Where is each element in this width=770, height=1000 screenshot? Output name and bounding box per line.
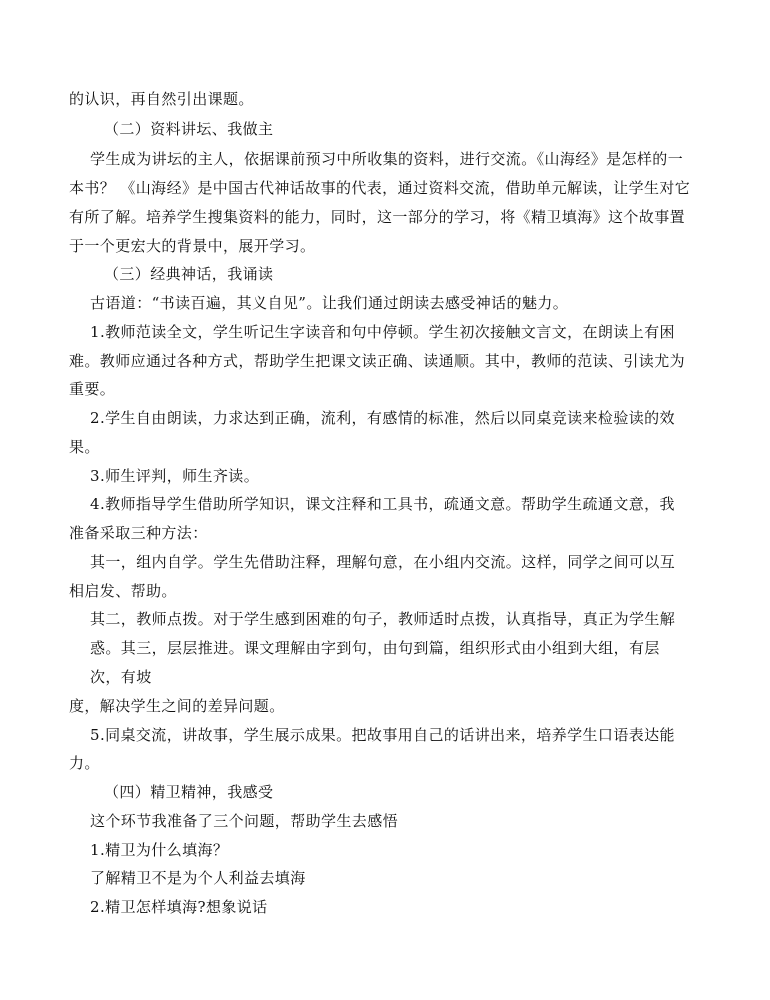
body-line: 其二，教师点拨。对于学生感到困难的句子，教师适时点拨，认真指导，真正为学生解 bbox=[90, 610, 676, 628]
body-line: 力。 bbox=[69, 754, 100, 772]
body-line: 1.精卫为什么填海？ bbox=[90, 841, 229, 859]
body-line: 相启发、帮助。 bbox=[69, 582, 177, 600]
body-line: 学生成为讲坛的主人，依据课前预习中所收集的资料，进行交流。《山海经》是怎样的一 bbox=[90, 150, 684, 168]
body-line: 准备采取三种方法： bbox=[69, 524, 208, 542]
body-line: 有所了解。培养学生搜集资料的能力，同时，这一部分的学习，将《精卫填海》这个故事置 bbox=[69, 208, 686, 226]
body-line: 这个环节我准备了三个问题，帮助学生去感悟 bbox=[90, 812, 399, 830]
body-line: 5.同桌交流，讲故事，学生展示成果。把故事用自己的话讲出来，培养学生口语表达能 bbox=[90, 726, 675, 744]
body-line: 次，有坡 bbox=[90, 668, 152, 686]
body-line: 于一个更宏大的背景中，展开学习。 bbox=[69, 237, 316, 255]
body-line: 2.精卫怎样填海?想象说话 bbox=[90, 898, 268, 916]
body-line: 本书？ 《山海经》是中国古代神话故事的代表，通过资料交流，借助单元解读，让学生对它 bbox=[69, 179, 691, 197]
body-line: 难。教师应通过各种方式，帮助学生把课文读正确、读通顺。其中，教师的范读、引读尤为 bbox=[69, 352, 686, 370]
body-line: 4.教师指导学生借助所学知识，课文注释和工具书，疏通文意。帮助学生疏通文意，我 bbox=[90, 495, 675, 513]
section-heading: （二）资料讲坛、我做主 bbox=[104, 120, 274, 138]
body-line: 重要。 bbox=[69, 380, 116, 398]
body-line: 果。 bbox=[69, 438, 100, 456]
body-line: 惑。其三，层层推进。课文理解由字到句，由句到篇，组织形式由小组到大组，有层 bbox=[90, 639, 660, 657]
body-line: 了解精卫不是为个人利益去填海 bbox=[90, 869, 306, 887]
body-line: 3.师生评判，师生齐读。 bbox=[90, 467, 260, 485]
body-line: 2.学生自由朗读，力求达到正确，流利，有感情的标准，然后以同桌竞读来检验读的效 bbox=[90, 409, 675, 427]
section-heading: （四）精卫精神，我感受 bbox=[104, 783, 274, 801]
body-line: 的认识，再自然引出课题。 bbox=[69, 90, 254, 108]
body-line: 度，解决学生之间的差异问题。 bbox=[69, 697, 285, 715]
body-line: 其一，组内自学。学生先借助注释，理解句意，在小组内交流。这样，同学之间可以互 bbox=[90, 553, 676, 571]
body-line: 古语道：“书读百遍，其义自见”。让我们通过朗读去感受神话的魅力。 bbox=[90, 294, 569, 312]
body-line: 1.教师范读全文，学生听记生字读音和句中停顿。学生初次接触文言文，在朗读上有困 bbox=[90, 323, 675, 341]
section-heading: （三）经典神话，我诵读 bbox=[104, 265, 274, 283]
